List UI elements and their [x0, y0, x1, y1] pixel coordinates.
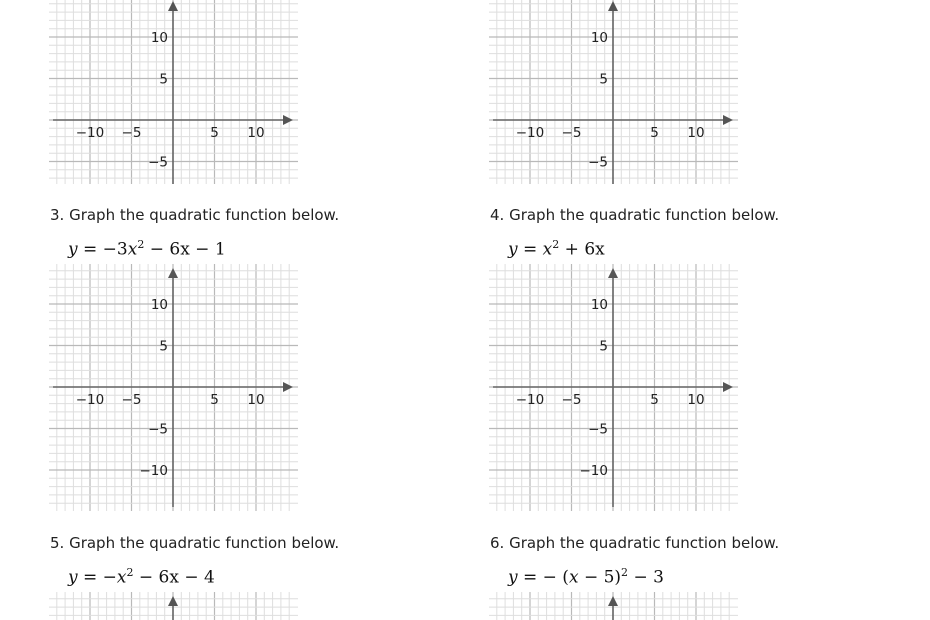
y-axis-arrow-icon [608, 596, 618, 606]
x-tick-label: −10 [75, 125, 105, 141]
coordinate-grid-problem-2[interactable] [489, 0, 738, 184]
x-tick-label: −10 [515, 392, 545, 408]
x-tick-label: 5 [210, 392, 219, 408]
y-axis-arrow-icon [608, 1, 618, 11]
problem-3-equation: $y = -3x^2 - 6x - 1$ [68, 238, 226, 260]
x-tick-label: 10 [687, 125, 705, 141]
x-tick-label: −5 [121, 125, 142, 141]
y-tick-label: 5 [599, 338, 608, 355]
problem-6-equation: y = − $(x - 5)^2 - 3$ [508, 566, 664, 588]
coordinate-grid-problem-5[interactable] [49, 592, 298, 620]
x-tick-label: −10 [75, 392, 105, 408]
x-tick-label: 5 [650, 392, 659, 408]
problem-4-equation: $y = x^2 + 6x$ [508, 238, 605, 260]
x-axis-arrow-icon [723, 115, 733, 125]
y-tick-label: 10 [590, 30, 608, 46]
problem-3-label: 3. Graph the quadratic function below. [50, 206, 340, 224]
problem-5-equation: $y = -x^2 - 6x - 4$ [68, 566, 215, 588]
x-tick-label: 5 [650, 125, 659, 141]
problem-6-label: 6. Graph the quadratic function below. [490, 534, 780, 552]
y-tick-label: 5 [159, 338, 168, 355]
x-tick-label: 10 [247, 392, 265, 408]
x-axis-arrow-icon [283, 115, 293, 125]
y-tick-label: 10 [150, 30, 168, 46]
y-axis-arrow-icon [168, 1, 178, 11]
x-tick-label: −10 [515, 125, 545, 141]
y-tick-label: 5 [599, 71, 608, 88]
y-tick-label: −5 [148, 421, 168, 438]
coordinate-grid-problem-6[interactable] [489, 592, 738, 620]
problem-4-label: 4. Graph the quadratic function below. [490, 206, 780, 224]
y-tick-label: −5 [588, 154, 608, 171]
y-axis-arrow-icon [608, 268, 618, 278]
y-tick-label: 10 [590, 297, 608, 313]
x-tick-label: −5 [561, 125, 582, 141]
y-tick-label: −10 [579, 463, 608, 479]
coordinate-grid-problem-4[interactable] [489, 264, 738, 511]
y-tick-label: −5 [148, 154, 168, 171]
y-tick-label: −5 [588, 421, 608, 438]
y-tick-label: 10 [150, 297, 168, 313]
x-tick-label: 10 [247, 125, 265, 141]
x-tick-label: −5 [121, 392, 142, 408]
x-axis-arrow-icon [723, 382, 733, 392]
problem-5-label: 5. Graph the quadratic function below. [50, 534, 340, 552]
x-axis-arrow-icon [283, 382, 293, 392]
coordinate-grid-problem-3[interactable] [49, 264, 298, 511]
x-tick-label: 10 [687, 392, 705, 408]
coordinate-grid-problem-1[interactable] [49, 0, 298, 184]
y-axis-arrow-icon [168, 268, 178, 278]
x-tick-label: −5 [561, 392, 582, 408]
x-tick-label: 5 [210, 125, 219, 141]
y-tick-label: −10 [139, 463, 168, 479]
y-tick-label: 5 [159, 71, 168, 88]
y-axis-arrow-icon [168, 596, 178, 606]
